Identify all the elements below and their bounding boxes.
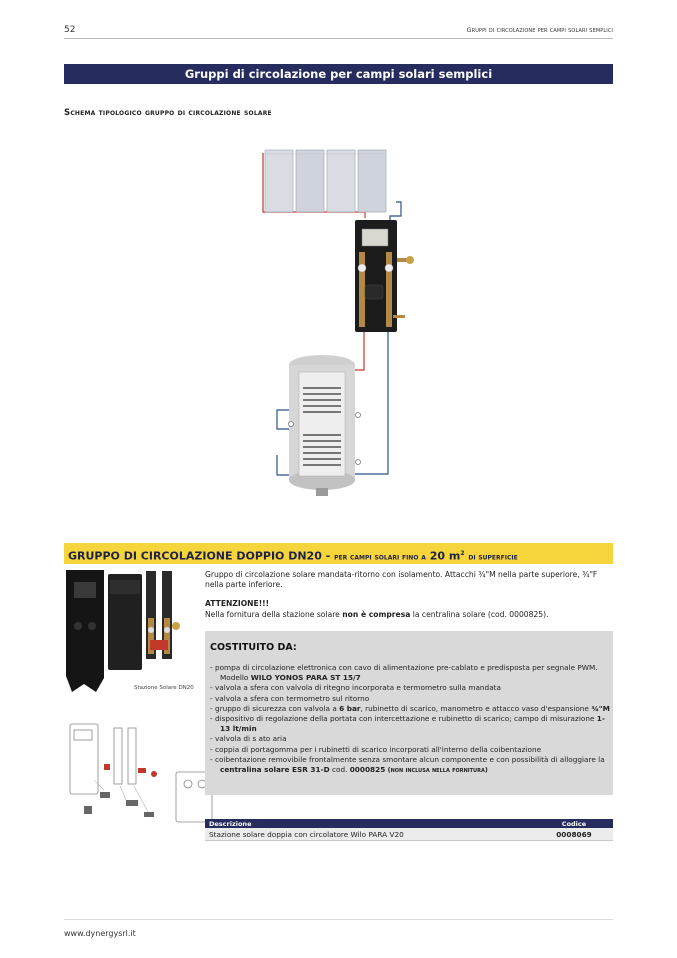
cell-code: 0008069 (535, 828, 613, 841)
item-text: - gruppo di sicurezza con valvola a (210, 703, 340, 713)
item-note: (non inclusa nella fornitura) (387, 766, 488, 775)
list-item (210, 755, 610, 775)
header-code: Codice (535, 819, 613, 828)
header-description: Descrizione (205, 819, 535, 828)
attention-text-post: la centralina solare (cod. 0000825). (410, 610, 549, 619)
return-pipe-blue (390, 202, 401, 220)
item-text: , rubinetto di scarico, manometro e attacco vaso d'espansione (360, 703, 592, 713)
item-bold: 1-13 lt/min (220, 714, 605, 734)
item-text: - coibentazione removibile frontalmente senza smontare alcun componente e con possibilità di alloggiare la (210, 754, 605, 764)
list-item: - coppia di portagomma per i rubinetti di scarico incorporati all'interno della coibentazione (210, 744, 542, 754)
table-header-row (205, 819, 613, 828)
attention-text-pre: Nella fornitura della stazione solare (205, 610, 343, 619)
list-item (210, 663, 610, 683)
product-table (205, 819, 613, 841)
solar-schema-diagram (255, 140, 425, 505)
circulation-station (355, 220, 414, 332)
list-item: - valvola a sfera con valvola di ritegno incorporata e termometro sulla mandata (210, 683, 501, 693)
attention-title: ATTENZIONE!!! (205, 599, 270, 608)
product-subtitle-post: di superficie (468, 552, 518, 562)
item-text: - dispositivo di regolazione della portata con intercettazione e rubinetto di scarico; campo di misurazione (210, 714, 597, 724)
attention-text (205, 610, 615, 619)
attention-text-bold: non è compresa (342, 610, 411, 619)
footer-url[interactable]: www.dynergysrl.it (64, 929, 136, 938)
cell-description: Stazione solare doppia con circolatore Wilo PARA V20 (205, 828, 535, 841)
product-area: 20 m (429, 549, 461, 563)
schema-heading: Schema tipologico gruppo di circolazione solare (64, 108, 272, 118)
list-item (210, 704, 610, 714)
components-list (210, 663, 610, 775)
item-bold: 0000825 (349, 765, 386, 775)
product-title: GRUPPO DI CIRCOLAZIONE DOPPIO DN20 - (68, 549, 331, 563)
list-item: - valvola a sfera con termometro sul ritorno (210, 693, 370, 703)
photo-caption: Stazione Solare DN20 (134, 685, 194, 691)
list-item: - valvola di s ato aria (210, 734, 287, 744)
product-area-exp: 2 (460, 550, 465, 557)
footer-rule (64, 919, 613, 920)
table-row (205, 828, 613, 841)
item-bold: WILO YONOS PARA ST 15/7 (250, 673, 361, 683)
item-bold: centralina solare ESR 31-D (220, 765, 330, 775)
item-text: - pompa di circolazione elettronica con cavo di alimentazione pre-cablato e predisposta per segnale PWM. Modello (210, 663, 598, 683)
exploded-view-drawing (64, 720, 224, 832)
item-text: cod. (329, 765, 350, 775)
solar-collectors (265, 150, 386, 212)
solar-station-photo (64, 568, 198, 696)
components-box (205, 631, 613, 795)
product-intro: Gruppo di circolazione solare mandata-ritorno con isolamento. Attacchi ¾"M nella parte superiore, ¾"F nella parte inferiore. (205, 570, 598, 589)
running-title: Gruppi di circolazione per campi solari semplici (466, 26, 613, 34)
storage-tank (289, 355, 361, 496)
product-subtitle-pre: per campi solari fino a (334, 552, 426, 562)
list-item (210, 714, 610, 734)
item-bold: 6 bar (339, 703, 361, 713)
product-title-bar (64, 543, 613, 564)
page-number: 52 (64, 25, 76, 35)
section-banner: Gruppi di circolazione per campi solari semplici (64, 64, 613, 84)
item-bold: ¾"M (591, 703, 610, 713)
header-rule (64, 38, 613, 39)
components-title: COSTITUITO DA: (210, 642, 297, 653)
